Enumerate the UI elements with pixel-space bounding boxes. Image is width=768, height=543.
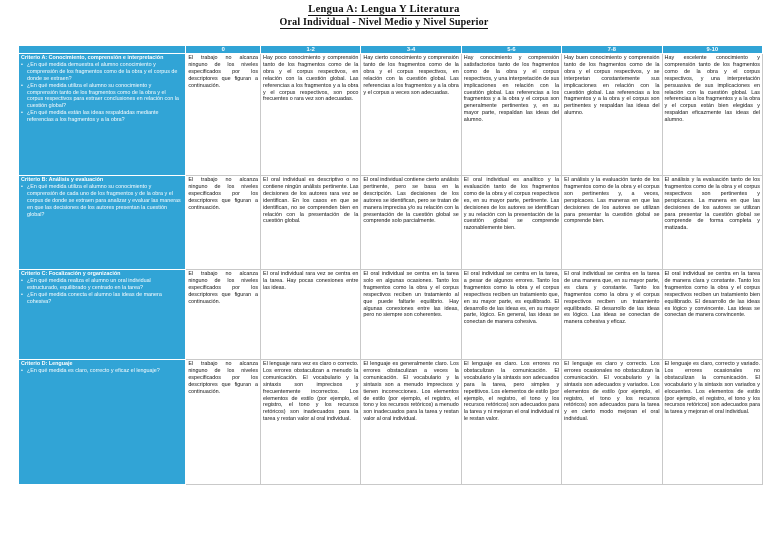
criterion-d-questions <box>21 368 183 375</box>
descriptor-cell: El trabajo no alcanza ninguno de los niveles especificados por los descriptores que figuran a continuación. <box>186 360 261 485</box>
criterion-b-questions <box>21 184 183 219</box>
document-subtitle: Oral Individual - Nivel Medio y Nivel Superior <box>279 17 489 28</box>
criterion-b-row <box>19 176 763 270</box>
criterion-a-title: Criterio A: Conocimiento, comprensión e interpretación <box>21 55 164 61</box>
header-criterion <box>19 46 186 54</box>
header-band-7-8: 7-8 <box>562 46 662 54</box>
descriptor-cell: Hay poco conocimiento y comprensión tanto de los fragmentos como de la obra y el corpus respectivos, en relación con la cuestión global. Las referencias a los fragmentos y a la obra y el corpus respectivos, son poco frecuentes o rara vez son adecuadas. <box>261 54 361 176</box>
criterion-question: • ¿En qué medida utiliza el alumno su conocimiento y comprensión de cada uno de los fragmentos y de la obra y el corpus de donde se extraen para analizar y evaluar las maneras en que las decisiones de los autores presentan la cuestión global? <box>27 184 183 219</box>
descriptor-cell: El oral individual rara vez se centra en la tarea. Hay pocas conexiones entre las ideas. <box>261 270 361 360</box>
header-band-9-10: 9-10 <box>662 46 762 54</box>
descriptor-cell: El lenguaje es claro, correcto y variado. Los errores ocasionales no obstaculizan la comunicación. El vocabulario y la sintaxis son variados y elocuentes. Los elementos de estilo (por ejemplo, el registro, el tono y los recursos retóricos) son adecuados para la tarea y mejoran el oral individual. <box>662 360 762 485</box>
criterion-c-title: Criterio C: Focalización y organización <box>21 271 121 277</box>
descriptor-cell: El oral individual se centra en la tarea, a pesar de algunos errores. Tanto los fragmentos como la obra y el corpus respectivos reciben un tratamiento que, en su mayor parte, es equilibrado. El desarrollo de las ideas es, en su mayor parte, lógico. En general, las ideas se conectan de manera cohesiva. <box>461 270 561 360</box>
descriptor-cell: El lenguaje es generalmente claro. Los errores obstaculizan a veces la comunicación. El vocabulario y la sintaxis son a menudo imprecisos y tienen incorrecciones. Los elementos de estilo (por ejemplo, el registro, el tono y los recursos retóricos) a menudo son inadecuados para la tarea y restan valor al oral individual. <box>361 360 461 485</box>
descriptor-cell: El oral individual es descriptivo o no contiene ningún análisis pertinente. Las decisiones de los autores rara vez se identifican. En los casos en que se identifican, no se comprenden bien en relación con la presentación de la cuestión global. <box>261 176 361 270</box>
criterion-d-title: Criterio D: Lenguaje <box>21 361 73 367</box>
descriptor-cell: El oral individual se centra en la tarea solo en algunas ocasiones. Tanto los fragmentos como la obra y el corpus respectivos reciben un tratamiento al que puede faltarle equilibrio. Hay algunas conexiones entre las ideas, pero no siempre son coherentes. <box>361 270 461 360</box>
descriptor-cell: El lenguaje rara vez es claro o correcto. Los errores obstaculizan a menudo la comunicación. El vocabulario y la sintaxis son imprecisos y frecuentemente incorrectos. Los elementos de estilo (por ejemplo, el registro, el tono y los recursos retóricos) son inadecuados para la tarea y restan valor al oral individual. <box>261 360 361 485</box>
criterion-question: • ¿En qué medida conecta el alumno las ideas de manera cohesiva? <box>27 292 183 306</box>
criterion-b-cell <box>19 176 186 270</box>
descriptor-cell: Hay cierto conocimiento y comprensión tanto de los fragmentos como de la obra y el corpus respectivos, en relación con la cuestión global. Las referencias a los fragmentos y a la obra y el corpus a veces son adecuadas. <box>361 54 461 176</box>
descriptor-cell: El trabajo no alcanza ninguno de los niveles especificados por los descriptores que figuran a continuación. <box>186 176 261 270</box>
descriptor-cell: El oral individual se centra en la tarea de manera clara y constante. Tanto los fragmentos como la obra y el corpus respectivos reciben un tratamiento bien equilibrado. El desarrollo de las ideas es lógico y convincente. Las ideas se conectan de manera convincente. <box>662 270 762 360</box>
rubric-header-row <box>19 46 763 54</box>
criterion-question: • ¿En qué medida demuestra el alumno conocimiento y comprensión de los fragmentos como de la obra y el corpus de donde se extraen? <box>27 62 183 83</box>
descriptor-cell: El análisis y la evaluación tanto de los fragmentos como de la obra y el corpus son pertinentes y, a veces, perspicaces. Las maneras en que las decisiones de los autores se utilizan para presentar la cuestión global se comprende bien. <box>562 176 662 270</box>
criterion-b-title: Criterio B: Análisis y evaluación <box>21 177 104 183</box>
descriptor-cell: Hay excelente conocimiento y comprensión tanto de los fragmentos como de la obra y el corpus respectivos, y una interpretación persuasiva de sus implicaciones en relación con la cuestión global. Las referencias a los fragmentos y a la obra y el corpus están bien elegidas y respaldan eficazmente las ideas del alumno. <box>662 54 762 176</box>
descriptor-cell: El lenguaje es claro. Los errores no obstaculizan la comunicación. El vocabulario y la sintaxis son adecuados para la tarea, pero simples y repetitivos. Los elementos de estilo (por ejemplo, el registro, el tono y los recursos retóricos) son adecuados para la tarea y ni mejoran el oral individual ni le restan valor. <box>461 360 561 485</box>
descriptor-cell: El oral individual es analítico y la evaluación tanto de los fragmentos como de la obra y el corpus respectivos es, en su mayor parte, pertinente. Las decisiones de los autores se identifican y su relación con la presentación de la cuestión global se comprende razonablemente bien. <box>461 176 561 270</box>
criterion-question: • ¿En qué medida están las ideas respaldadas mediante referencias a los fragmentos y a la obra? <box>27 110 183 124</box>
descriptor-cell: Hay conocimiento y comprensión satisfactorios tanto de los fragmentos como de la obra y el corpus respectivos, y una interpretación de sus implicaciones en relación con la cuestión global. Las referencias a los fragmentos y a la obra y el corpus son generalmente pertinentes y, en su mayor parte, respaldan las ideas del alumno. <box>461 54 561 176</box>
descriptor-cell: El análisis y la evaluación tanto de los fragmentos como de la obra y el corpus respectivos son pertinentes y perspicaces. La manera en que las decisiones de los autores se utilizan para presentar la cuestión global se comprende de forma completa y matizada. <box>662 176 762 270</box>
header-band-0: 0 <box>186 46 261 54</box>
descriptor-cell: Hay buen conocimiento y comprensión tanto de los fragmentos como de la obra y el corpus respectivos, y se interpretan constantemente sus implicaciones en relación con la cuestión global. Las referencias a los fragmentos y a la obra y el corpus son pertinentes y respaldan las ideas del alumno. <box>562 54 662 176</box>
criterion-c-questions <box>21 278 183 306</box>
descriptor-cell: El oral individual contiene cierto análisis pertinente, pero se basa en la descripción. Las decisiones de los autores se identifican, pero se tratan de manera imprecisa y/o su relación con la presentación de la cuestión global se comprende solo parcialmente. <box>361 176 461 270</box>
descriptor-cell: El trabajo no alcanza ninguno de los niveles especificados por los descriptores que figuran a continuación. <box>186 270 261 360</box>
header-band-3-4: 3-4 <box>361 46 461 54</box>
criterion-question: • ¿En qué medida utiliza el alumno su conocimiento y comprensión tanto de los fragmentos como de la obra y el corpus respectivos para extraer conclusiones en relación con la cuestión global? <box>27 83 183 111</box>
criterion-c-cell <box>19 270 186 360</box>
descriptor-cell: El oral individual se centra en la tarea de una manera que, en su mayor parte, es clara y constante. Tanto los fragmentos como la obra y el corpus respectivos reciben un tratamiento equilibrado. El desarrollo de las ideas es lógico. Las ideas se conectan de manera cohesiva y eficaz. <box>562 270 662 360</box>
rubric-table <box>18 45 763 485</box>
descriptor-cell: El lenguaje es claro y correcto. Los errores ocasionales no obstaculizan la comunicación. El vocabulario y la sintaxis son adecuados y variados. Los elementos de estilo (por ejemplo, el registro, el tono y los recursos retóricos) son adecuados para la tarea y en cierto modo mejoran el oral individual. <box>562 360 662 485</box>
criterion-a-questions <box>21 62 183 124</box>
document-header <box>0 0 768 40</box>
header-band-5-6: 5-6 <box>461 46 561 54</box>
descriptor-cell: El trabajo no alcanza ninguno de los niveles especificados por los descriptores que figuran a continuación. <box>186 54 261 176</box>
criterion-d-cell <box>19 360 186 485</box>
criterion-question: • ¿En qué medida es claro, correcto y eficaz el lenguaje? <box>27 368 183 375</box>
header-band-1-2: 1-2 <box>261 46 361 54</box>
criterion-question: • ¿En qué medida realiza el alumno un oral individual estructurado, equilibrado y centrado en la tarea? <box>27 278 183 292</box>
criterion-a-cell <box>19 54 186 176</box>
criterion-a-row <box>19 54 763 176</box>
document-title: Lengua A: Lengua Y Literatura <box>308 4 460 15</box>
criterion-c-row <box>19 270 763 360</box>
criterion-d-row <box>19 360 763 485</box>
